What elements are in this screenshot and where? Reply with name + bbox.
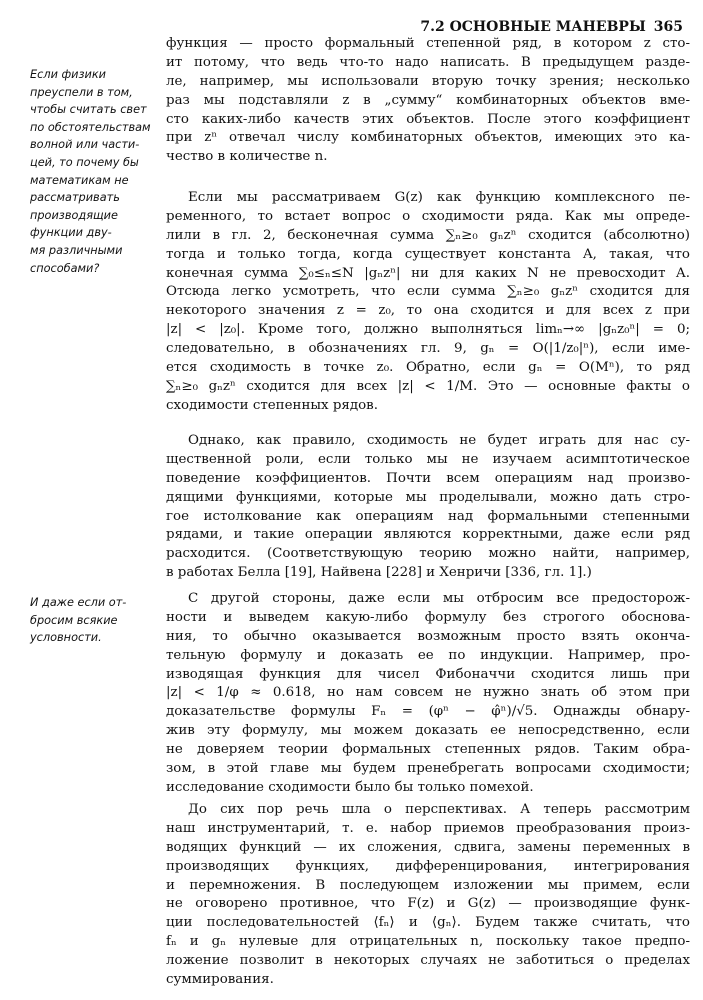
margin-note [30,594,158,647]
text-line: Отсюда легко усмотреть, что если сумма ∑ₙ≥₀ gₙzⁿ сходится для [166,284,690,300]
text-line: ременного, то встает вопрос о сходимости ряда. Как мы опреде- [166,208,690,224]
text-line: |z| < 1/φ ≈ 0.618, но нам совсем не нужно знать об этом при [166,685,690,701]
note-line: Если физики [30,68,107,81]
note-line: цей, то почему бы [30,155,139,169]
text-line: ∑ₙ≥₀ gₙzⁿ сходится для всех |z| < 1/M. Это — основные факты о [166,378,690,394]
note-line: способами? [30,261,100,275]
text-line: До сих пор речь шла о перспективах. А теперь рассмотрим [188,802,690,817]
text-line: сто каких-либо качеств этих объектов. После этого коэффициент [166,111,690,127]
text-line: не оговорено противное, что F(z) и G(z) — производящие функ- [166,896,690,912]
note-line: условности. [30,631,102,645]
text-line: ния, то обычно оказывается возможным просто взять оконча- [166,628,690,644]
text-line: поведение коэффициентов. Почти всем операциям над произво- [166,470,690,486]
text-line: тельную формулу и доказать ее по индукции. Например, про- [166,647,690,663]
text-line: изводящая функция для чисел Фибоначчи сходится лишь при [166,666,690,682]
text-line: и перемножения. В последующем изложении мы примем, если [166,877,690,893]
margin-note [30,66,158,277]
note-line: функции дву- [30,226,112,240]
text-line: лили в гл. 2, бесконечная сумма ∑ₙ≥₀ gₙzⁿ сходится (абсолютно) [166,227,690,243]
text-line: дящими функциями, которые мы проделывали, можно дать стро- [166,489,690,505]
text-line: сходимости степенных рядов. [166,397,378,413]
text-line: при zⁿ отвечал числу комбинаторных объектов, имеющих это ка- [166,130,690,146]
text-line: С другой стороны, даже если мы отбросим все предосторож- [188,591,690,606]
paragraph [166,801,690,990]
note-line: И даже если от- [30,596,127,609]
text-line: ется сходимость в точке z₀. Обратно, если gₙ = O(Mⁿ), то ряд [166,360,690,376]
text-line: ит потому, что ведь что-то надо написать. В предыдущем разде- [166,54,690,70]
note-line: преуспели в том, [30,85,133,99]
text-line: Однако, как правило, сходимость не будет играть для нас су- [188,433,690,448]
text-line: суммирования. [166,972,274,988]
text-line: |z| < |z₀|. Кроме того, должно выполняться limₙ→∞ |gₙz₀ⁿ| = 0; [166,322,690,338]
text-line: наш инструментарий, т. е. набор приемов преобразования произ- [166,820,690,836]
paragraph [166,590,690,798]
note-line: производящие [30,208,118,222]
text-line: тогда и только тогда, когда существует константа A, такая, что [166,246,690,262]
running-header [412,19,683,35]
text-line: ности и выведем какую-либо формулу без строгого обоснова- [166,609,690,625]
text-line: зом, в этой главе мы будем пренебрегать вопросами сходимости; [166,761,690,777]
note-line: рассматривать [30,191,120,205]
text-line: жив эту формулу, мы можем доказать ее непосредственно, если [166,723,690,739]
note-line: волной или части- [30,138,140,152]
text-line: конечная сумма ∑₀≤ₙ≤N |gₙzⁿ| ни для каких N не превосходит A. [166,265,690,281]
text-line: раз мы подставляли z в „сумму“ комбинаторных объектов вме- [166,92,690,108]
text-line: в работах Белла [19], Найвена [228] и Хенричи [336, гл. 1].) [166,565,592,581]
page-number: 365 [653,19,683,35]
text-line: исследование сходимости было бы только помехой. [166,779,534,795]
text-line: ле, например, мы использовали вторую точку зрения; несколько [166,73,690,89]
text-line: щественной роли, если только мы не изучаем асимптотическое [166,451,690,467]
note-line: мя различными [30,243,123,257]
note-line: математикам не [30,173,129,187]
text-line: ложение позволит в некоторых случаях не заботиться о пределах [166,953,690,969]
text-line: fₙ и gₙ нулевые для отрицательных n, поскольку такое предпо- [166,934,690,950]
text-line: Если мы рассматриваем G(z) как функцию комплексного пе- [188,190,690,205]
text-line: рядами, и такие операции являются корректными, даже если ряд [166,527,690,543]
paragraph [166,189,690,416]
note-line: чтобы считать свет [30,103,147,117]
text-line: некоторого значения z = z₀, то она сходится и для всех z при [166,303,690,319]
section-title: 7.2 ОСНОВНЫЕ МАНЕВРЫ [420,19,646,35]
text-line: функция — просто формальный степенной ряд, в котором z сто- [166,36,690,51]
text-line: расходится. (Соответствующую теорию можно найти, например, [166,546,690,562]
text-line: гое истолкование как операциям над формальными степенными [166,508,690,524]
text-line: чество в количестве n. [166,149,328,165]
text-line: следовательно, в обозначениях гл. 9, gₙ = O(|1/z₀|ⁿ), если име- [166,341,690,357]
text-line: производящих функциях, дифференцирования, интегрирования [166,858,690,874]
note-line: по обстоятельствам [30,120,151,134]
text-line: водящих функций — их сложения, сдвига, замены переменных в [166,839,690,855]
text-line: не доверяем теории формальных степенных рядов. Таким обра- [166,742,690,758]
text-line: доказательстве формулы Fₙ = (φⁿ − φ̂ⁿ)/√5. Однажды обнару- [166,704,690,720]
paragraph [166,432,690,583]
text-line: ции последовательностей ⟨fₙ⟩ и ⟨gₙ⟩. Будем также считать, что [166,915,690,931]
note-line: бросим всякие [30,613,118,627]
paragraph [166,35,690,167]
